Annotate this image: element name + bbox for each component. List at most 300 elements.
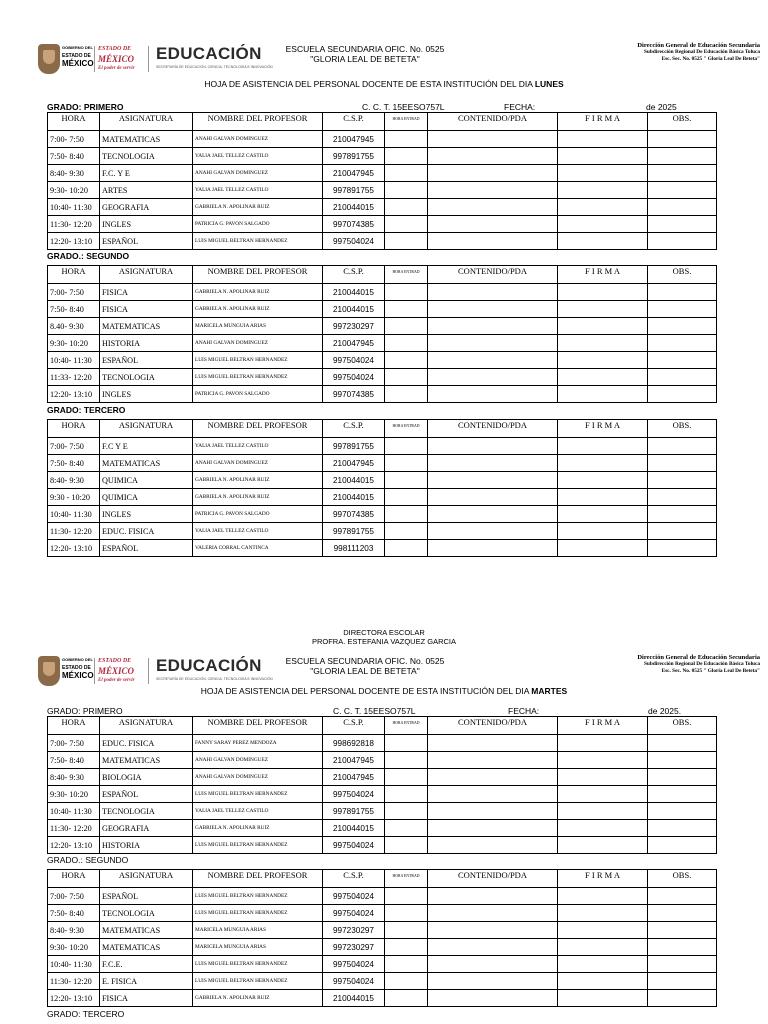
cell-prof: LUIS MIGUEL BELTRAN HERNANDEZ xyxy=(193,973,323,990)
cell-hora-entrada-blank[interactable] xyxy=(385,523,428,540)
cell-asig: EDUC. FISICA xyxy=(100,523,193,540)
state-shield-icon xyxy=(38,44,60,74)
cell-firma-blank[interactable] xyxy=(558,769,648,786)
cell-hora-entrada-blank[interactable] xyxy=(385,455,428,472)
cell-asig: INGLES xyxy=(100,386,193,403)
column-header-firma: F I R M A xyxy=(558,717,648,735)
fecha-label: FECHA: xyxy=(508,706,540,716)
table-lunes-tercero xyxy=(47,419,717,557)
cell-contenido-blank[interactable] xyxy=(428,939,558,956)
cell-hora: 9:30- 10:20 xyxy=(48,335,100,352)
cell-prof: GABRIELA N. APOLINAR RUIZ xyxy=(193,489,323,506)
cell-hora-entrada-blank[interactable] xyxy=(385,820,428,837)
cell-firma-blank[interactable] xyxy=(558,148,648,165)
cell-obs-blank[interactable] xyxy=(648,489,717,506)
cell-hora: 7:50- 8:40 xyxy=(48,455,100,472)
cell-prof: LUIS MIGUEL BELTRAN HERNANDEZ xyxy=(193,233,323,250)
cell-obs-blank[interactable] xyxy=(648,199,717,216)
cct-label: C. C. T. 15EESO757L xyxy=(333,706,416,716)
cell-contenido-blank[interactable] xyxy=(428,386,558,403)
cell-contenido-blank[interactable] xyxy=(428,131,558,148)
cell-prof: LUIS MIGUEL BELTRAN HERNANDEZ xyxy=(193,956,323,973)
cell-hora-entrada-blank[interactable] xyxy=(385,301,428,318)
cell-contenido-blank[interactable] xyxy=(428,216,558,233)
cell-obs-blank[interactable] xyxy=(648,786,717,803)
cell-obs-blank[interactable] xyxy=(648,455,717,472)
column-header-contenido: CONTENIDO/PDA xyxy=(428,113,558,131)
cell-obs-blank[interactable] xyxy=(648,148,717,165)
cell-asig: F.C.E. xyxy=(100,956,193,973)
cell-asig: MATEMATICAS xyxy=(100,318,193,335)
cell-firma-blank[interactable] xyxy=(558,335,648,352)
cell-contenido-blank[interactable] xyxy=(428,786,558,803)
table-row xyxy=(48,990,717,1007)
grado-label: GRADO: TERCERO xyxy=(47,1009,125,1019)
cell-obs-blank[interactable] xyxy=(648,905,717,922)
table-row xyxy=(48,939,717,956)
cell-asig: FISICA xyxy=(100,284,193,301)
cell-obs-blank[interactable] xyxy=(648,990,717,1007)
cell-csp: 997504024 xyxy=(323,888,385,905)
cell-contenido-blank[interactable] xyxy=(428,922,558,939)
cell-obs-blank[interactable] xyxy=(648,523,717,540)
cell-contenido-blank[interactable] xyxy=(428,769,558,786)
cell-obs-blank[interactable] xyxy=(648,922,717,939)
header-lunes xyxy=(0,42,768,82)
cell-prof: MARICELA MUNGUIA ARIAS xyxy=(193,939,323,956)
cell-csp: 997504024 xyxy=(323,956,385,973)
cell-csp: 997891755 xyxy=(323,148,385,165)
cell-prof: LUIS MIGUEL BELTRAN HERNANDEZ xyxy=(193,905,323,922)
cell-contenido-blank[interactable] xyxy=(428,369,558,386)
cell-hora: 10:40- 11:30 xyxy=(48,956,100,973)
table-row xyxy=(48,335,717,352)
cell-hora: 7:50- 8:40 xyxy=(48,301,100,318)
cell-contenido-blank[interactable] xyxy=(428,506,558,523)
state-shield-icon xyxy=(38,656,60,686)
cell-obs-blank[interactable] xyxy=(648,301,717,318)
cell-contenido-blank[interactable] xyxy=(428,284,558,301)
cell-csp: 210044015 xyxy=(323,990,385,1007)
column-header-csp: C.S.P. xyxy=(323,266,385,284)
cell-prof: GABRIELA N. APOLINAR RUIZ xyxy=(193,199,323,216)
table-header-row xyxy=(48,420,717,438)
cell-obs-blank[interactable] xyxy=(648,803,717,820)
column-header-profesor: NOMBRE DEL PROFESOR xyxy=(193,420,323,438)
cell-csp: 997230297 xyxy=(323,318,385,335)
educacion-logo: EDUCACIÓN xyxy=(156,44,262,63)
cell-firma-blank[interactable] xyxy=(558,905,648,922)
cell-firma-blank[interactable] xyxy=(558,352,648,369)
cell-csp: 210044015 xyxy=(323,472,385,489)
table-row xyxy=(48,233,717,250)
cell-hora-entrada-blank[interactable] xyxy=(385,888,428,905)
cell-firma-blank[interactable] xyxy=(558,837,648,854)
cell-hora-entrada-blank[interactable] xyxy=(385,472,428,489)
cell-contenido-blank[interactable] xyxy=(428,199,558,216)
logo-group xyxy=(38,42,273,76)
cell-contenido-blank[interactable] xyxy=(428,455,558,472)
cell-firma-blank[interactable] xyxy=(558,386,648,403)
table-row xyxy=(48,438,717,455)
cell-contenido-blank[interactable] xyxy=(428,318,558,335)
cell-firma-blank[interactable] xyxy=(558,318,648,335)
cell-hora-entrada-blank[interactable] xyxy=(385,990,428,1007)
cell-hora-entrada-blank[interactable] xyxy=(385,352,428,369)
cell-asig: GEOGRAFIA xyxy=(100,199,193,216)
cell-firma-blank[interactable] xyxy=(558,182,648,199)
cell-obs-blank[interactable] xyxy=(648,973,717,990)
cell-firma-blank[interactable] xyxy=(558,284,648,301)
cell-contenido-blank[interactable] xyxy=(428,438,558,455)
cell-hora-entrada-blank[interactable] xyxy=(385,837,428,854)
cell-hora: 12:20- 13:10 xyxy=(48,386,100,403)
column-header-csp: C.S.P. xyxy=(323,420,385,438)
cell-hora-entrada-blank[interactable] xyxy=(385,233,428,250)
cell-hora-entrada-blank[interactable] xyxy=(385,540,428,557)
direction-info: Dirección General de Educación Secundaria Subdirección Regional De Educación Básica Toluca Esc. Sec. No. 0525 " Gloria Leal De Beteta" xyxy=(637,42,760,62)
cell-csp: 210044015 xyxy=(323,199,385,216)
title-martes: HOJA DE ASISTENCIA DEL PERSONAL DOCENTE DE ESTA INSTITUCIÓN DEL DIA MARTES xyxy=(200,686,568,696)
cell-firma-blank[interactable] xyxy=(558,233,648,250)
cell-csp: 997504024 xyxy=(323,786,385,803)
cell-obs-blank[interactable] xyxy=(648,131,717,148)
cell-hora-entrada-blank[interactable] xyxy=(385,165,428,182)
cell-contenido-blank[interactable] xyxy=(428,888,558,905)
cell-obs-blank[interactable] xyxy=(648,956,717,973)
cell-firma-blank[interactable] xyxy=(558,939,648,956)
cell-hora-entrada-blank[interactable] xyxy=(385,752,428,769)
cell-csp: 997891755 xyxy=(323,803,385,820)
direction-info: Dirección General de Educación Secundaria Subdirección Regional De Educación Básica Toluca Esc. Sec. No. 0525 " Gloria Leal De Beteta" xyxy=(637,654,760,674)
column-header-contenido: CONTENIDO/PDA xyxy=(428,420,558,438)
cell-obs-blank[interactable] xyxy=(648,182,717,199)
cell-obs-blank[interactable] xyxy=(648,216,717,233)
cell-hora: 11:33- 12:20 xyxy=(48,369,100,386)
cell-firma-blank[interactable] xyxy=(558,216,648,233)
cell-hora: 9:30- 10:20 xyxy=(48,939,100,956)
cell-asig: MATEMATICAS xyxy=(100,939,193,956)
cell-hora-entrada-blank[interactable] xyxy=(385,735,428,752)
cell-csp: 997074385 xyxy=(323,506,385,523)
cell-contenido-blank[interactable] xyxy=(428,489,558,506)
cell-hora-entrada-blank[interactable] xyxy=(385,786,428,803)
cell-contenido-blank[interactable] xyxy=(428,523,558,540)
cell-hora-entrada-blank[interactable] xyxy=(385,973,428,990)
table-row xyxy=(48,131,717,148)
cell-hora-entrada-blank[interactable] xyxy=(385,318,428,335)
cell-asig: QUIMICA xyxy=(100,472,193,489)
table-row xyxy=(48,956,717,973)
table-row xyxy=(48,386,717,403)
column-header-contenido: CONTENIDO/PDA xyxy=(428,266,558,284)
cell-contenido-blank[interactable] xyxy=(428,735,558,752)
cell-prof: YALIA JAEL TELLEZ CASTILO xyxy=(193,182,323,199)
cell-asig: ARTES xyxy=(100,182,193,199)
cell-csp: 997504024 xyxy=(323,837,385,854)
cell-obs-blank[interactable] xyxy=(648,335,717,352)
cell-firma-blank[interactable] xyxy=(558,973,648,990)
cell-contenido-blank[interactable] xyxy=(428,540,558,557)
cell-csp: 997504024 xyxy=(323,233,385,250)
table-row xyxy=(48,752,717,769)
cell-hora: 11:30- 12:20 xyxy=(48,820,100,837)
table-row xyxy=(48,786,717,803)
cell-asig: TECNOLOGIA xyxy=(100,803,193,820)
cell-contenido-blank[interactable] xyxy=(428,165,558,182)
cell-firma-blank[interactable] xyxy=(558,523,648,540)
grado-label: GRADO: TERCERO xyxy=(47,405,126,415)
cell-firma-blank[interactable] xyxy=(558,165,648,182)
cell-hora-entrada-blank[interactable] xyxy=(385,335,428,352)
cell-contenido-blank[interactable] xyxy=(428,301,558,318)
cell-csp: 997074385 xyxy=(323,386,385,403)
cell-contenido-blank[interactable] xyxy=(428,990,558,1007)
cell-obs-blank[interactable] xyxy=(648,769,717,786)
cell-firma-blank[interactable] xyxy=(558,489,648,506)
cell-obs-blank[interactable] xyxy=(648,540,717,557)
cell-obs-blank[interactable] xyxy=(648,369,717,386)
grado-label: GRADO.: SEGUNDO xyxy=(47,855,129,865)
column-header-hora-entrada: HORA ENTRAD xyxy=(385,870,428,888)
school-name: ESCUELA SECUNDARIA OFIC. No. 0525 "GLORIA LEAL DE BETETA" xyxy=(285,656,445,676)
table-row xyxy=(48,318,717,335)
table-header-row xyxy=(48,113,717,131)
cell-firma-blank[interactable] xyxy=(558,301,648,318)
cell-contenido-blank[interactable] xyxy=(428,973,558,990)
cell-asig: MATEMATICAS xyxy=(100,752,193,769)
cell-firma-blank[interactable] xyxy=(558,956,648,973)
column-header-asignatura: ASIGNATURA xyxy=(100,420,193,438)
cell-prof: LUIS MIGUEL BELTRAN HERNANDEZ xyxy=(193,352,323,369)
cell-asig: EDUC. FISICA xyxy=(100,735,193,752)
column-header-hora-entrada: HORA ENTRAD xyxy=(385,420,428,438)
column-header-firma: F I R M A xyxy=(558,420,648,438)
cell-obs-blank[interactable] xyxy=(648,438,717,455)
cell-firma-blank[interactable] xyxy=(558,803,648,820)
cell-csp: 998692818 xyxy=(323,735,385,752)
cell-contenido-blank[interactable] xyxy=(428,182,558,199)
cell-contenido-blank[interactable] xyxy=(428,148,558,165)
cell-hora-entrada-blank[interactable] xyxy=(385,922,428,939)
cell-prof: ANAHI GALVAN DOMINGUEZ xyxy=(193,455,323,472)
table-row xyxy=(48,905,717,922)
cell-firma-blank[interactable] xyxy=(558,455,648,472)
cell-prof: YALIA JAEL TELLEZ CASTILO xyxy=(193,523,323,540)
table-row xyxy=(48,489,717,506)
cell-csp: 997504024 xyxy=(323,973,385,990)
cell-hora-entrada-blank[interactable] xyxy=(385,905,428,922)
cell-csp: 210047945 xyxy=(323,335,385,352)
cell-contenido-blank[interactable] xyxy=(428,837,558,854)
cell-firma-blank[interactable] xyxy=(558,990,648,1007)
cell-firma-blank[interactable] xyxy=(558,131,648,148)
cell-firma-blank[interactable] xyxy=(558,735,648,752)
cell-contenido-blank[interactable] xyxy=(428,352,558,369)
table-row xyxy=(48,199,717,216)
cell-asig: FISICA xyxy=(100,301,193,318)
cell-hora: 11:30- 12:20 xyxy=(48,216,100,233)
cell-obs-blank[interactable] xyxy=(648,352,717,369)
column-header-obs: OBS. xyxy=(648,717,717,735)
table-lunes-primero xyxy=(47,112,717,250)
cell-obs-blank[interactable] xyxy=(648,837,717,854)
cell-firma-blank[interactable] xyxy=(558,786,648,803)
gobierno-logo-text: GOBIERNO DEL ESTADO DE MÉXICO xyxy=(62,45,94,68)
cell-prof: GABRIELA N. APOLINAR RUIZ xyxy=(193,820,323,837)
cell-obs-blank[interactable] xyxy=(648,888,717,905)
cell-contenido-blank[interactable] xyxy=(428,956,558,973)
cell-firma-blank[interactable] xyxy=(558,922,648,939)
cell-hora: 12:20- 13:10 xyxy=(48,233,100,250)
cell-hora-entrada-blank[interactable] xyxy=(385,284,428,301)
educacion-logo: EDUCACIÓN xyxy=(156,656,262,675)
cell-obs-blank[interactable] xyxy=(648,318,717,335)
table-row xyxy=(48,922,717,939)
grado-label: GRADO: PRIMERO xyxy=(47,706,123,716)
cell-hora-entrada-blank[interactable] xyxy=(385,438,428,455)
cell-firma-blank[interactable] xyxy=(558,438,648,455)
cell-contenido-blank[interactable] xyxy=(428,905,558,922)
cell-hora-entrada-blank[interactable] xyxy=(385,216,428,233)
cell-obs-blank[interactable] xyxy=(648,284,717,301)
cell-firma-blank[interactable] xyxy=(558,472,648,489)
column-header-obs: OBS. xyxy=(648,113,717,131)
table-row xyxy=(48,540,717,557)
cell-csp: 210044015 xyxy=(323,820,385,837)
cell-hora-entrada-blank[interactable] xyxy=(385,148,428,165)
table-row xyxy=(48,284,717,301)
column-header-asignatura: ASIGNATURA xyxy=(100,870,193,888)
cell-prof: PATRICIA G. PAVON SALGADO xyxy=(193,386,323,403)
cell-asig: GEOGRAFIA xyxy=(100,820,193,837)
cell-hora-entrada-blank[interactable] xyxy=(385,769,428,786)
column-header-hora-entrada: HORA ENTRAD xyxy=(385,717,428,735)
cell-hora-entrada-blank[interactable] xyxy=(385,386,428,403)
cell-hora-entrada-blank[interactable] xyxy=(385,489,428,506)
cell-firma-blank[interactable] xyxy=(558,369,648,386)
cell-csp: 210047945 xyxy=(323,165,385,182)
cell-csp: 210044015 xyxy=(323,284,385,301)
cell-csp: 210047945 xyxy=(323,752,385,769)
cell-contenido-blank[interactable] xyxy=(428,803,558,820)
cell-obs-blank[interactable] xyxy=(648,820,717,837)
cell-contenido-blank[interactable] xyxy=(428,233,558,250)
cell-asig: INGLES xyxy=(100,216,193,233)
table-row xyxy=(48,803,717,820)
gobierno-logo-text: GOBIERNO DEL ESTADO DE MÉXICO xyxy=(62,657,94,680)
cell-hora: 8:40- 9:30 xyxy=(48,922,100,939)
cell-firma-blank[interactable] xyxy=(558,752,648,769)
table-martes-primero xyxy=(47,716,717,854)
cell-prof: GABRIELA N. APOLINAR RUIZ xyxy=(193,472,323,489)
cell-asig: HISTORIA xyxy=(100,335,193,352)
logo-group xyxy=(38,654,273,688)
cell-hora: 8.40- 9:30 xyxy=(48,318,100,335)
cell-asig: ESPAÑOL xyxy=(100,352,193,369)
cell-asig: MATEMATICAS xyxy=(100,131,193,148)
table-header-row xyxy=(48,266,717,284)
column-header-hora: HORA xyxy=(48,113,100,131)
cell-firma-blank[interactable] xyxy=(558,888,648,905)
title-lunes: HOJA DE ASISTENCIA DEL PERSONAL DOCENTE DE ESTA INSTITUCIÓN DEL DIA LUNES xyxy=(204,79,564,89)
cell-prof: MARICELA MUNGUIA ARIAS xyxy=(193,318,323,335)
cell-firma-blank[interactable] xyxy=(558,540,648,557)
cell-obs-blank[interactable] xyxy=(648,506,717,523)
cell-hora: 11:30- 12:20 xyxy=(48,973,100,990)
table-row xyxy=(48,837,717,854)
cell-asig: BIOLOGIA xyxy=(100,769,193,786)
cell-asig: MATEMATICAS xyxy=(100,922,193,939)
cell-hora: 7:50- 8:40 xyxy=(48,148,100,165)
cell-firma-blank[interactable] xyxy=(558,506,648,523)
cell-csp: 210044015 xyxy=(323,301,385,318)
cell-prof: ANAHI GALVAN DOMINGUEZ xyxy=(193,769,323,786)
cell-hora-entrada-blank[interactable] xyxy=(385,369,428,386)
cell-asig: TECNOLOGIA xyxy=(100,148,193,165)
cell-contenido-blank[interactable] xyxy=(428,752,558,769)
cell-hora-entrada-blank[interactable] xyxy=(385,506,428,523)
estado-mexico-logo: ESTADO DE MÉXICO El poder de servir xyxy=(98,46,135,71)
cell-firma-blank[interactable] xyxy=(558,820,648,837)
cell-hora-entrada-blank[interactable] xyxy=(385,803,428,820)
cell-hora-entrada-blank[interactable] xyxy=(385,182,428,199)
cell-asig: QUIMICA xyxy=(100,489,193,506)
column-header-hora: HORA xyxy=(48,266,100,284)
cell-obs-blank[interactable] xyxy=(648,233,717,250)
cell-obs-blank[interactable] xyxy=(648,752,717,769)
column-header-profesor: NOMBRE DEL PROFESOR xyxy=(193,717,323,735)
column-header-asignatura: ASIGNATURA xyxy=(100,266,193,284)
educacion-subtitle: SECRETARÍA DE EDUCACIÓN, CIENCIA, TECNOLOGÍA E INNOVACIÓN xyxy=(156,65,273,69)
cell-obs-blank[interactable] xyxy=(648,165,717,182)
cell-obs-blank[interactable] xyxy=(648,472,717,489)
cell-hora-entrada-blank[interactable] xyxy=(385,199,428,216)
grado-label: GRADO: PRIMERO xyxy=(47,102,124,112)
column-header-profesor: NOMBRE DEL PROFESOR xyxy=(193,266,323,284)
cell-firma-blank[interactable] xyxy=(558,199,648,216)
cell-obs-blank[interactable] xyxy=(648,386,717,403)
column-header-profesor: NOMBRE DEL PROFESOR xyxy=(193,113,323,131)
cell-asig: ESPAÑOL xyxy=(100,888,193,905)
table-row xyxy=(48,769,717,786)
cell-asig: ESPAÑOL xyxy=(100,786,193,803)
cell-hora-entrada-blank[interactable] xyxy=(385,131,428,148)
column-header-csp: C.S.P. xyxy=(323,870,385,888)
cell-obs-blank[interactable] xyxy=(648,735,717,752)
cell-contenido-blank[interactable] xyxy=(428,820,558,837)
cell-obs-blank[interactable] xyxy=(648,939,717,956)
table-row xyxy=(48,216,717,233)
cell-csp: 210047945 xyxy=(323,455,385,472)
cell-prof: YALIA JAEL TELLEZ CASTILO xyxy=(193,148,323,165)
cell-hora: 7:50- 8:40 xyxy=(48,905,100,922)
cell-prof: PATRICIA G. PAVON SALGADO xyxy=(193,216,323,233)
cell-contenido-blank[interactable] xyxy=(428,472,558,489)
cell-csp: 997891755 xyxy=(323,523,385,540)
column-header-hora-entrada: HORA ENTRAD xyxy=(385,266,428,284)
cell-hora: 10:40- 11:30 xyxy=(48,352,100,369)
table-row xyxy=(48,735,717,752)
cell-hora-entrada-blank[interactable] xyxy=(385,939,428,956)
cell-hora: 12:20- 13:10 xyxy=(48,990,100,1007)
table-row xyxy=(48,369,717,386)
cell-prof: PATRICIA G. PAVON SALGADO xyxy=(193,506,323,523)
table-row xyxy=(48,820,717,837)
cell-hora-entrada-blank[interactable] xyxy=(385,956,428,973)
cell-contenido-blank[interactable] xyxy=(428,335,558,352)
table-lunes-segundo xyxy=(47,265,717,403)
